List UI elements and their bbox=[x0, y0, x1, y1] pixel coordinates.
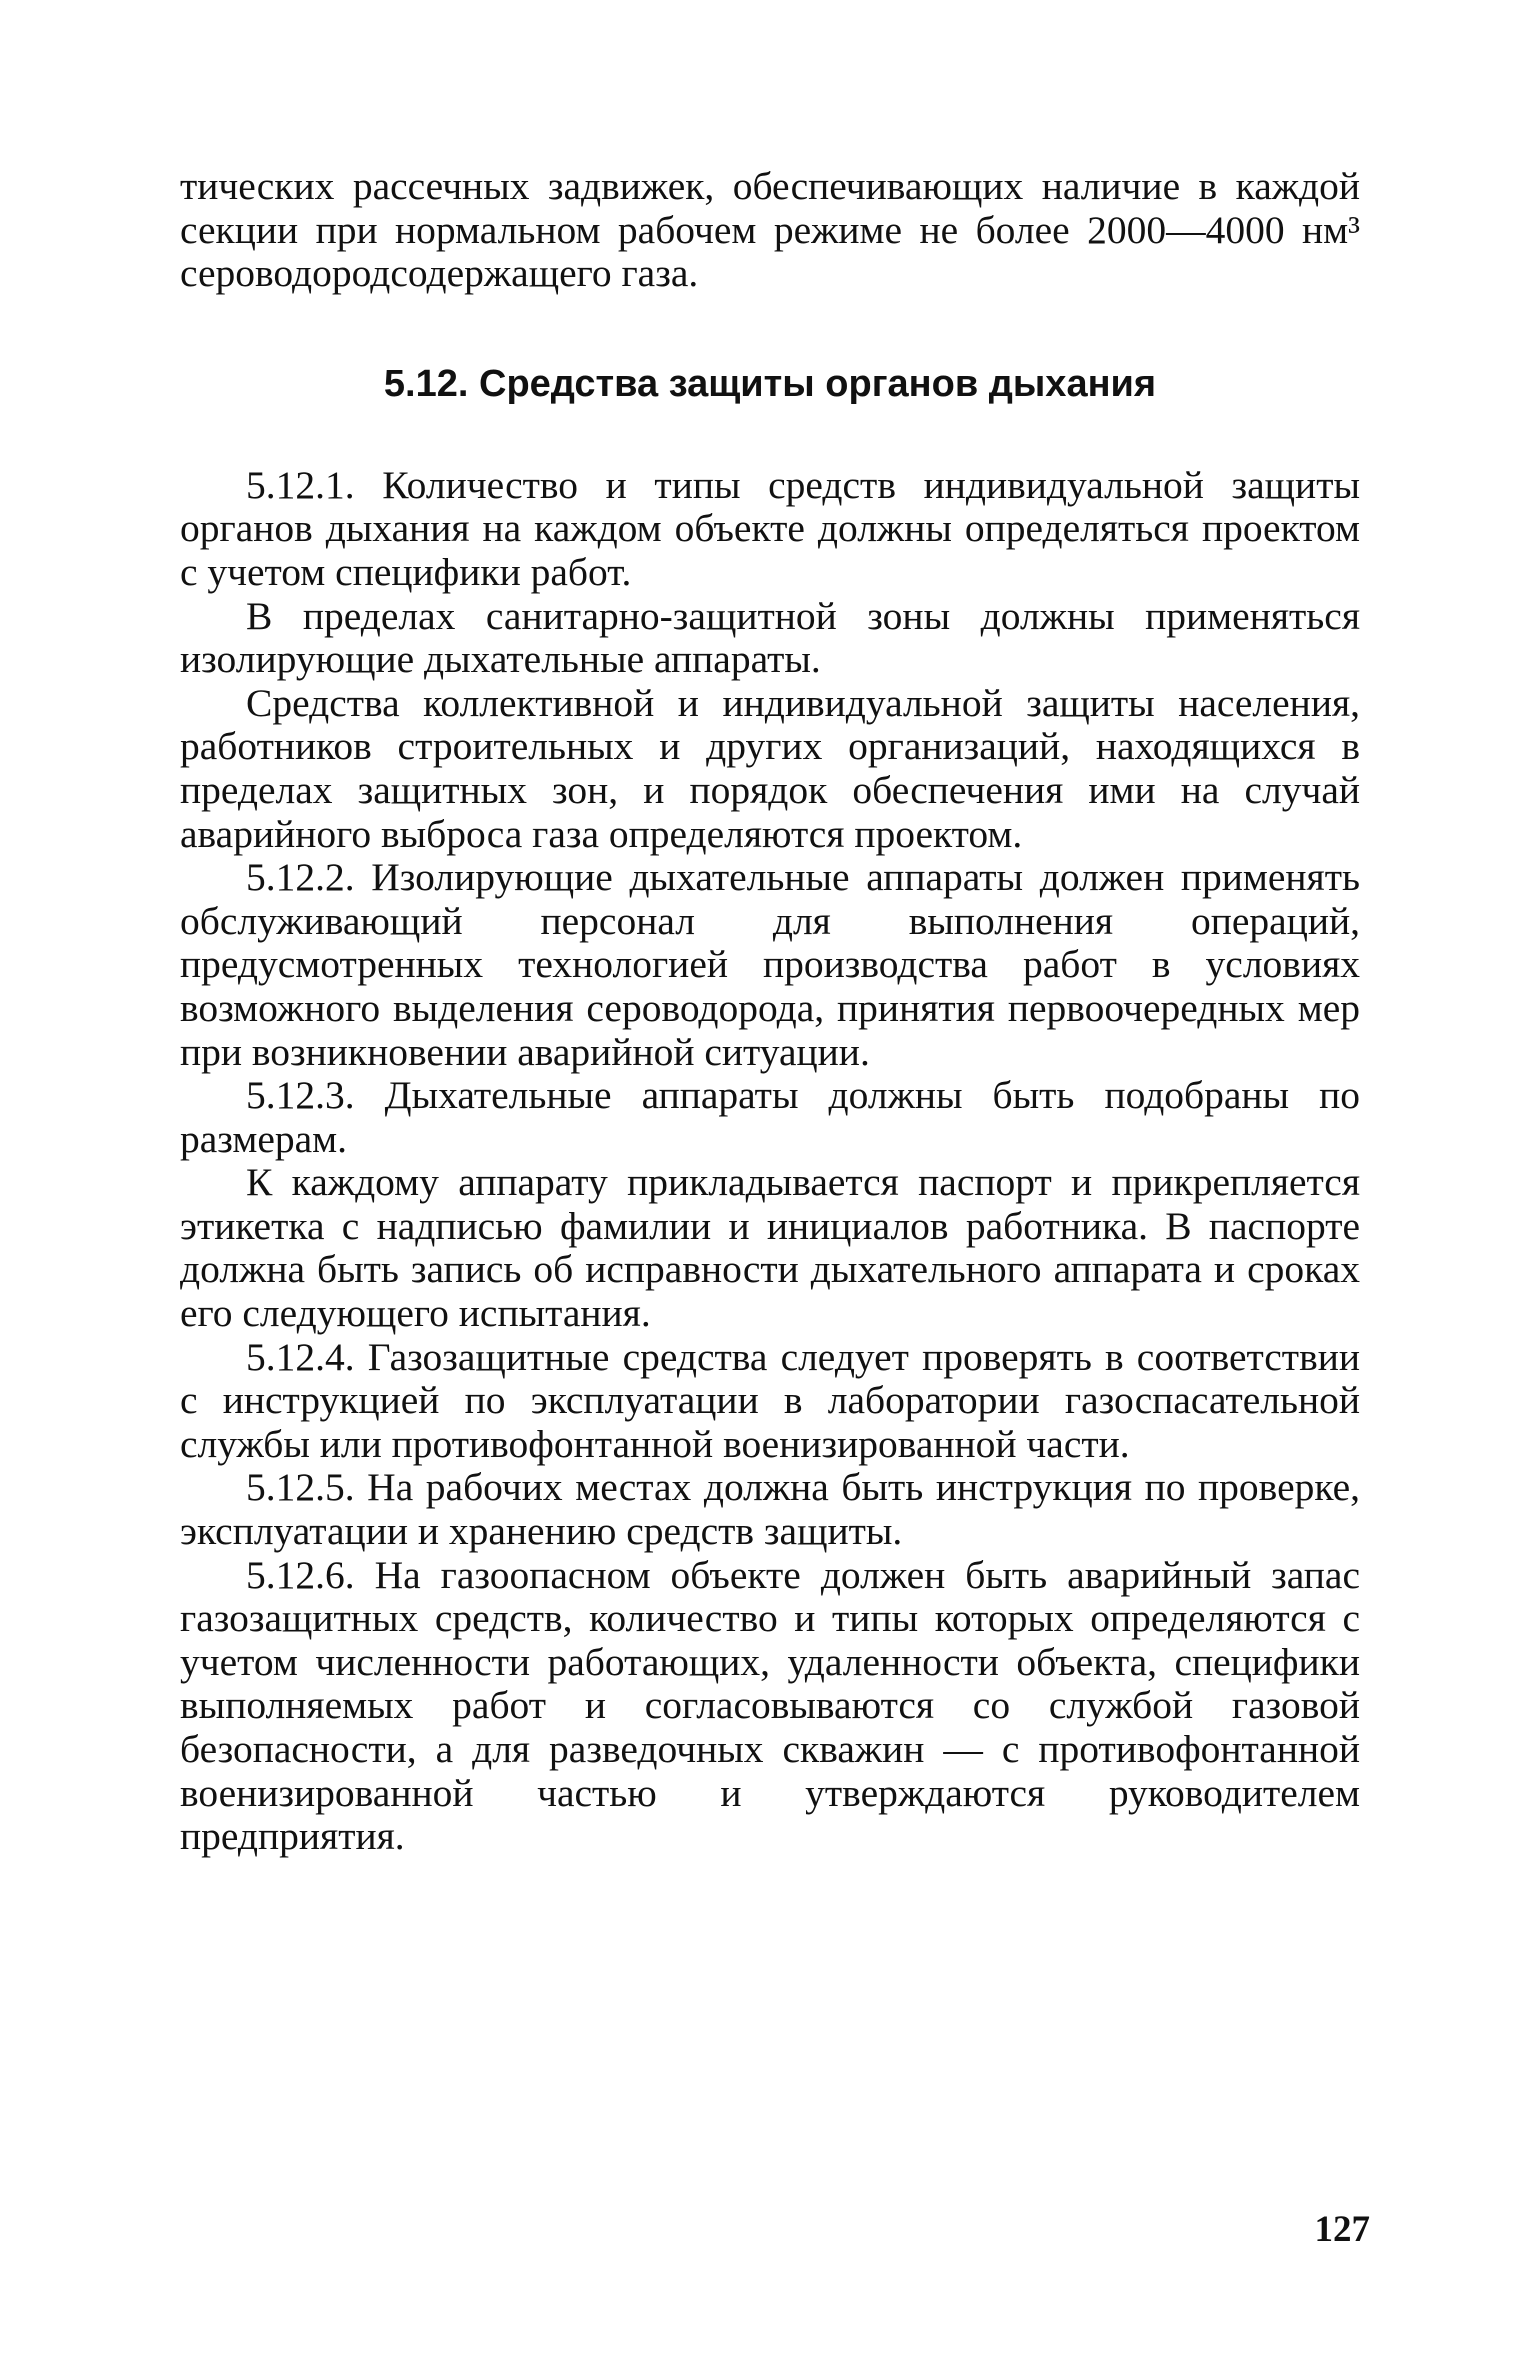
paragraph-5-12-6: 5.12.6. На газоопасном объекте должен быть аварийный запас газозащитных средств, количество и типы которых определяются с учетом численности работающих, удаленности объекта, специфики выполняемых работ и согласовываются со службой газовой безопасности, а для разведочных скважин — с противофонтанной военизированной частью и утверждаются руководителем предприятия. bbox=[180, 1552, 1360, 1859]
section-heading: 5.12. Средства защиты органов дыхания bbox=[383, 362, 1157, 405]
page-body bbox=[180, 165, 1360, 1859]
page-number: 127 bbox=[1314, 2209, 1370, 2250]
lead-paragraph: тических рассечных задвижек, обеспечивающих наличие в каждой секции при нормальном рабочем режиме не более 2000—4000 нм³ сероводородсодержащего газа. bbox=[180, 164, 1360, 296]
paragraph-5-12-2: 5.12.2. Изолирующие дыхательные аппараты должен применять обслуживающий персонал для выполнения операций, предусмотренных технологией производства работ в условиях возможного выделения сероводорода, принятия первоочередных мер при возникновении аварийной ситуации. bbox=[180, 855, 1360, 1074]
paragraph-sanitary-zone: В пределах санитарно-защитной зоны должны применяться изолирующие дыхательные аппараты. bbox=[180, 593, 1360, 682]
paragraph-passport: К каждому аппарату прикладывается паспорт и прикрепляется этикетка с надписью фамилии и инициалов работника. В паспорте должна быть запись об исправности дыхательного аппарата и сроках его следующего испытания. bbox=[180, 1160, 1360, 1336]
paragraph-5-12-3: 5.12.3. Дыхательные аппараты должны быть подобраны по размерам. bbox=[180, 1073, 1360, 1161]
paragraph-5-12-5: 5.12.5. На рабочих местах должна быть инструкция по проверке, эксплуатации и хранению средств защиты. bbox=[180, 1465, 1360, 1554]
paragraph-collective-protection: Средства коллективной и индивидуальной защиты населения, работников строительных и других организаций, находящихся в пределах защитных зон, и порядок обеспечения ими на случай аварийного выброса газа определяются проектом. bbox=[180, 680, 1360, 856]
paragraph-5-12-1: 5.12.1. Количество и типы средств индивидуальной защиты органов дыхания на каждом объекте должны определяться проектом с учетом специфики работ. bbox=[180, 462, 1360, 594]
paragraph-5-12-4: 5.12.4. Газозащитные средства следует проверять в соответствии с инструкцией по эксплуатации в лаборатории газоспасательной службы или противофонтанной военизированной части. bbox=[180, 1334, 1360, 1466]
